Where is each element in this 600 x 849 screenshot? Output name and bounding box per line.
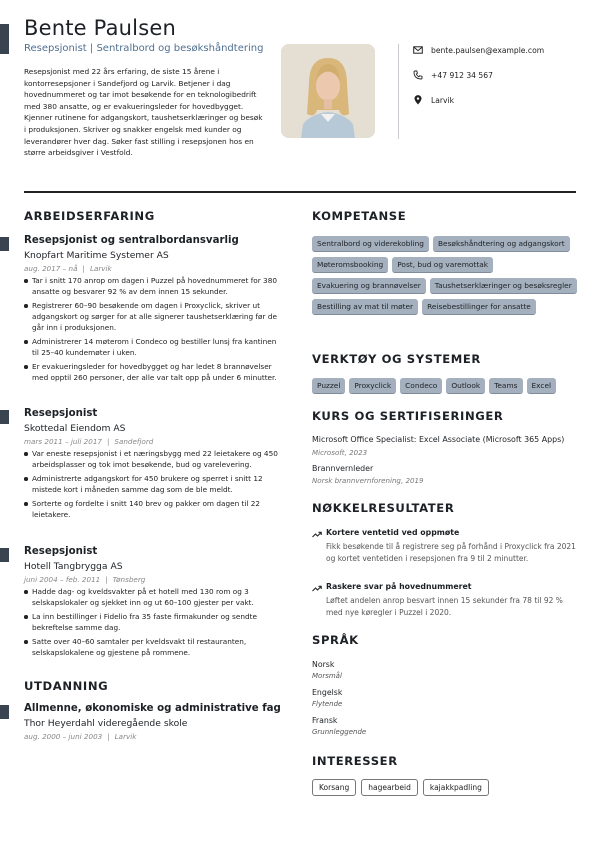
- contact-location: [413, 95, 593, 105]
- skill-tag: Taushetserklæringer og besøksregler: [430, 278, 577, 294]
- section-experience-title: ARBEIDSERFARING: [24, 209, 155, 223]
- skill-tag: Post, bud og varemottak: [392, 257, 493, 273]
- tool-tag: Outlook: [446, 378, 485, 394]
- education-dates: aug. 2000 – juni 2003: [24, 732, 103, 741]
- course-issuer: Microsoft, 2023: [312, 448, 368, 457]
- list-item: La inn bestillinger i Fidelio fra 35 faste firmakunder og sendte bekreftelse samme dag.: [24, 611, 282, 633]
- list-item: Tar i snitt 170 anrop om dagen i Puzzel på hovednummeret for 380 ansatte og besvarer 92 % av dem innen 15 sekunder.: [24, 275, 282, 297]
- list-item: Sorterte og fordelte i snitt 140 brev og pakker om dagen til 22 leietakere.: [24, 498, 282, 520]
- list-item: Registrerer 60–90 besøkende om dagen i Proxyclick, skriver ut adgangskort og sørger for at alle signerer taushetserklæring før de går inn i produksjonen.: [24, 300, 282, 333]
- meta-separator: |: [107, 732, 110, 741]
- list-item: Administrerte adgangskort for 450 brukere og sperret i snitt 12 mistede kort i måneden samme dag som de ble meldt.: [24, 473, 282, 495]
- education-meta: [24, 732, 136, 741]
- job-bullets: [24, 275, 282, 386]
- job-title: Resepsjonist: [24, 408, 98, 419]
- list-item: Var eneste resepsjonist i et næringsbygg med 22 leietakere og 450 arbeidsplasser og tok imot besøkende, bud og varelevering.: [24, 448, 282, 470]
- trend-up-icon: [312, 530, 322, 538]
- job-company: Hotell Tangbrygga AS: [24, 561, 123, 572]
- list-item: Hadde dag- og kveldsvakter på et hotell med 130 rom og 3 selskapslokaler og sjekket inn og ut 60–100 gjester per vakt.: [24, 586, 282, 608]
- email-text: bente.paulsen@example.com: [431, 45, 545, 55]
- interest-tag: kajakkpadling: [423, 779, 489, 796]
- tool-tag: Condeco: [400, 378, 442, 394]
- skill-tag: Sentralbord og viderekobling: [312, 236, 429, 252]
- candidate-name: Bente Paulsen: [24, 16, 176, 40]
- achievement-title: Raskere svar på hovednummeret: [326, 582, 472, 591]
- job-company: Knopfart Maritime Systemer AS: [24, 250, 169, 261]
- section-interests-title: INTERESSER: [312, 754, 398, 768]
- list-item: Satte over 40–60 samtaler per kveldsvakt til restauranten, selskapslokalene og gjestene på rommene.: [24, 636, 282, 658]
- phone-text: +47 912 34 567: [431, 70, 493, 80]
- language-name: Engelsk: [312, 688, 343, 697]
- language-level: Grunnleggende: [312, 728, 367, 736]
- job-bullets: [24, 448, 282, 523]
- course-title: Brannvernleder: [312, 464, 374, 473]
- education-location: Larvik: [114, 732, 137, 741]
- accent-bar-job-1: [0, 237, 9, 251]
- interest-tag: Korsang: [312, 779, 356, 796]
- job-dates: aug. 2017 – nå: [24, 264, 78, 273]
- section-education-title: UTDANNING: [24, 679, 109, 693]
- skill-tag: Besøkshåndtering og adgangskort: [433, 236, 570, 252]
- trend-up-icon: [312, 584, 322, 592]
- education-school: Thor Heyerdahl videregående skole: [24, 718, 188, 729]
- location-pin-icon: [413, 95, 423, 105]
- course-issuer: Norsk brannvernforening, 2019: [312, 476, 424, 485]
- job-meta: [24, 575, 145, 584]
- meta-separator: |: [105, 575, 108, 584]
- skill-tag: Møteromsbooking: [312, 257, 388, 273]
- job-dates: mars 2011 – juli 2017: [24, 437, 102, 446]
- tool-tag: Teams: [489, 378, 522, 394]
- job-bullets: [24, 586, 282, 661]
- accent-bar-header: [0, 24, 9, 54]
- list-item: Administrerer 14 møterom i Condeco og bestiller lunsj fra kantinen til 25–40 kundemøter i uken.: [24, 336, 282, 358]
- skill-tag: Evakuering og brannøvelser: [312, 278, 426, 294]
- profile-photo: [281, 44, 375, 138]
- contact-divider: [398, 44, 399, 139]
- section-languages-title: SPRÅK: [312, 633, 359, 647]
- tool-tag: Puzzel: [312, 378, 345, 394]
- tool-tag: Proxyclick: [349, 378, 396, 394]
- contact-email[interactable]: [413, 45, 593, 55]
- job-dates: juni 2004 – feb. 2011: [24, 575, 101, 584]
- achievement-desc: Løftet andelen anrop besvart innen 15 sekunder fra 78 til 92 % med nye køregler i Puzzel i 2020.: [326, 596, 563, 617]
- interest-tag: hagearbeid: [361, 779, 418, 796]
- tool-tag: Excel: [527, 378, 557, 394]
- skills-tags: [312, 236, 582, 315]
- profile-summary: Resepsjonist med 22 års erfaring, de siste 15 årene i kontorresepsjoner i Sandefjord og Larvik. Betjener i dag hovednummeret og tar imot besøkende for en teknologibedrift med 380 ansatte, og er evakueringsleder for hovedbygget. Kjenner rutinene for adgangskort, taushetserklæringer og besøk i produksjonen. Skriver og snakker engelsk med kunder og leverandører hver dag. Søker fast stilling i resepsjonen hos en større arbeidsgiver i Vestfold.: [24, 67, 263, 158]
- language-level: Morsmål: [312, 672, 342, 680]
- language-name: Norsk: [312, 660, 335, 669]
- education-degree: Allmenne, økonomiske og administrative fag: [24, 703, 281, 714]
- job-title: Resepsjonist: [24, 546, 98, 557]
- skill-tag: Reisebestillinger for ansatte: [422, 299, 536, 315]
- location-text: Larvik: [431, 95, 455, 105]
- accent-bar-job-2: [0, 410, 9, 424]
- job-location: Tønsberg: [112, 575, 146, 584]
- section-achievements-title: NØKKELRESULTATER: [312, 501, 455, 515]
- section-courses-title: KURS OG SERTIFISERINGER: [312, 409, 504, 423]
- contact-phone[interactable]: [413, 70, 593, 80]
- accent-bar-education: [0, 705, 9, 719]
- language-name: Fransk: [312, 716, 338, 725]
- skill-tag: Bestilling av mat til møter: [312, 299, 418, 315]
- interests-list: [312, 779, 489, 796]
- job-meta: [24, 264, 112, 273]
- phone-icon: [413, 70, 423, 80]
- tools-tags: [312, 378, 582, 394]
- job-title: Resepsjonist og sentralbordansvarlig: [24, 235, 239, 246]
- section-skills-title: KOMPETANSE: [312, 209, 407, 223]
- accent-bar-job-3: [0, 548, 9, 562]
- achievement-desc: Fikk besøkende til å registrere seg på forhånd i Proxyclick fra 2021 og kortet ventetiden i resepsjonen fra 9 til 2 minutter.: [326, 542, 576, 563]
- meta-separator: |: [82, 264, 85, 273]
- achievement-title: Kortere ventetid ved oppmøte: [326, 528, 460, 537]
- job-location: Larvik: [89, 264, 112, 273]
- list-item: Er evakueringsleder for hovedbygget og har ledet 8 brannøvelser med opptil 260 personer, der alle var talt opp på under 6 minutter.: [24, 361, 282, 383]
- meta-separator: |: [106, 437, 110, 446]
- header-divider: [24, 191, 576, 193]
- course-title: Microsoft Office Specialist: Excel Associate (Microsoft 365 Apps): [312, 435, 565, 444]
- envelope-icon: [413, 45, 423, 55]
- job-company: Skottedal Eiendom AS: [24, 423, 126, 434]
- section-tools-title: VERKTØY OG SYSTEMER: [312, 352, 481, 366]
- job-meta: [24, 437, 153, 446]
- job-location: Sandefjord: [114, 437, 154, 446]
- language-level: Flytende: [312, 700, 343, 708]
- candidate-title: Resepsjonist | Sentralbord og besøkshåndtering: [24, 43, 264, 54]
